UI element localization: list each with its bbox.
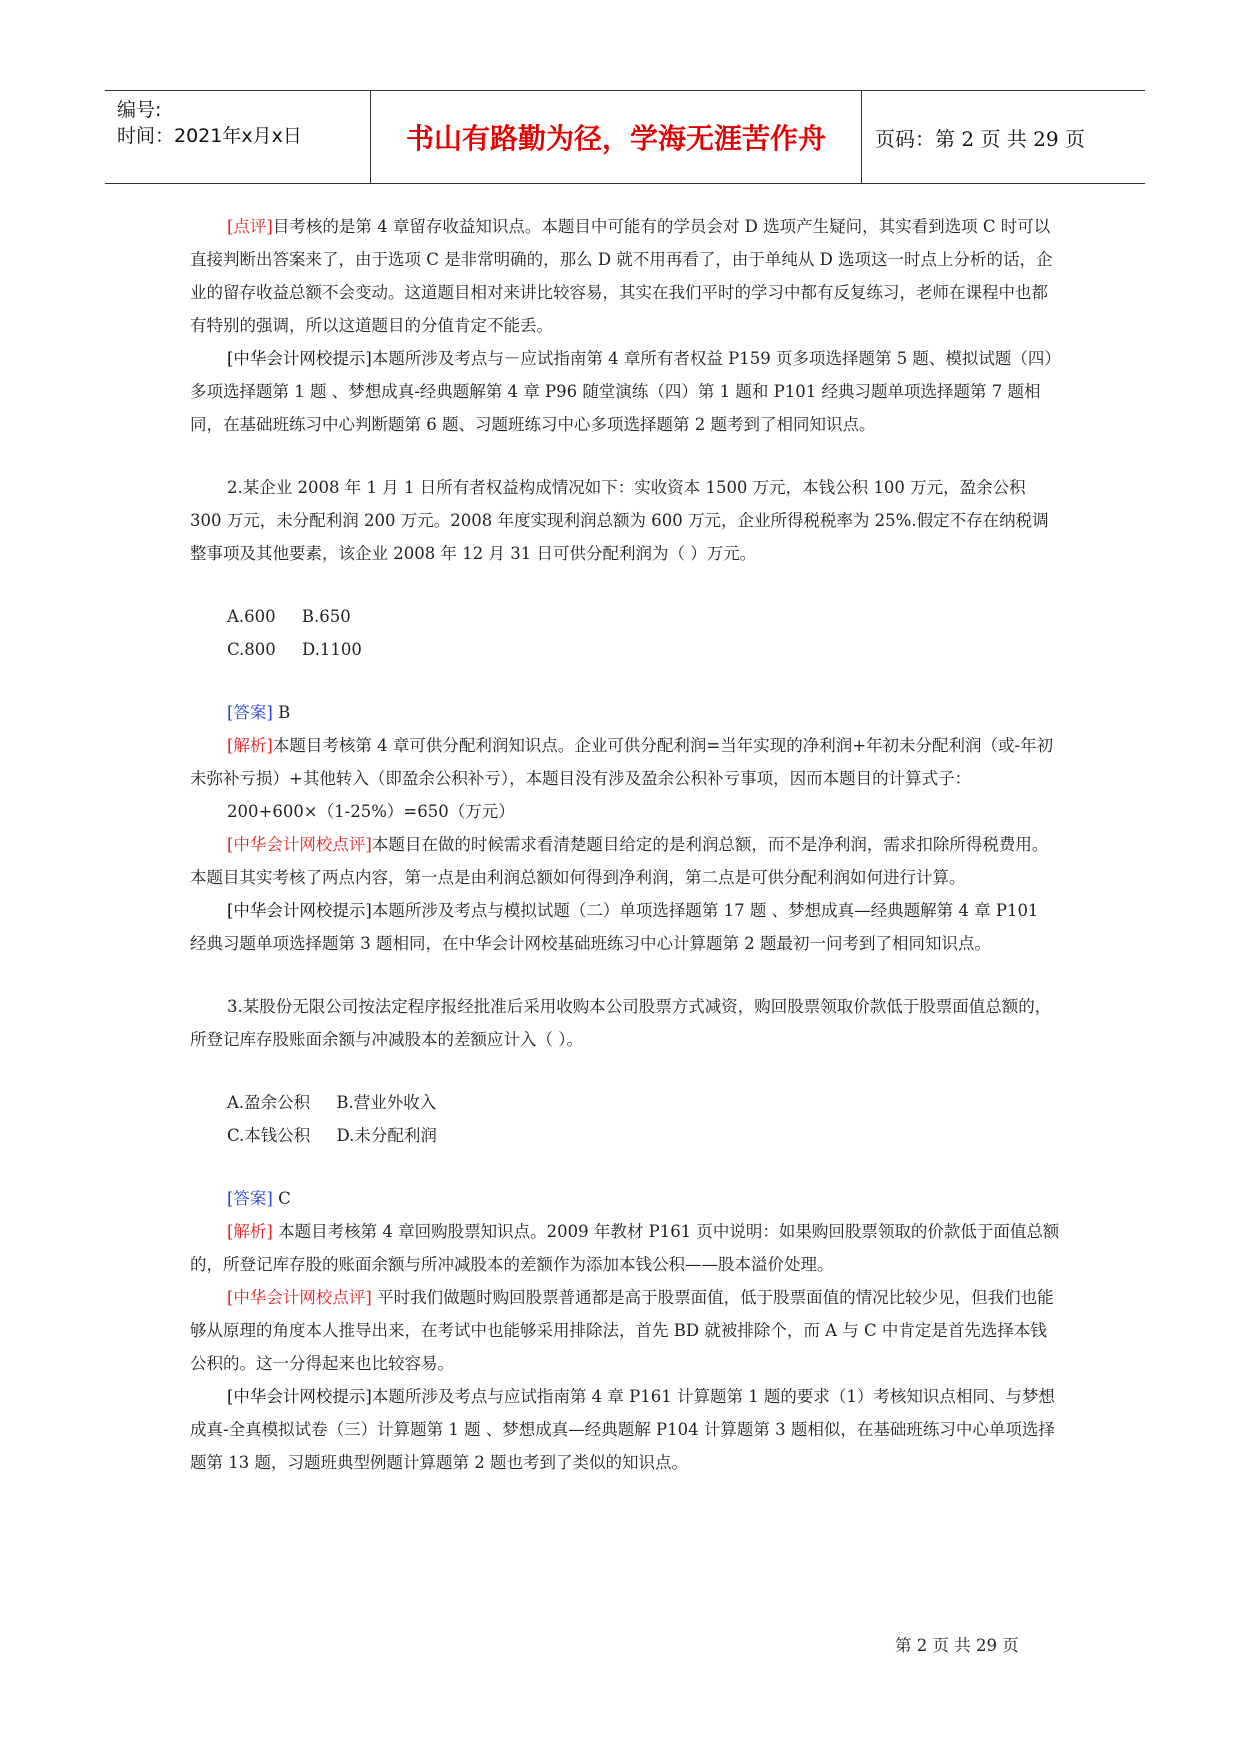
tip-tag: [中华会计网校提示] [227, 349, 372, 368]
review-tag: [中华会计网校点评] [227, 835, 372, 854]
review-text: 目考核的是第 4 章留存收益知识点。本题目中可能有的学员会对 D 选项产生疑问，其实看到选项 C 时可以直接判断出答案来了，由于选项 C 是非常明确的，那么 D 就不用再看了，由于单纯从 D 选项这一时点上分析的话，企业的留存收益总额不会变动。这道题目相对来讲比较容易，其实在我们平时的学习中都有反复练习，老师在课程中也都有特别的强调，所以这道题目的分值肯定不能丢。 [190, 217, 1053, 335]
review-text: 平时我们做题时购回股票普通都是高于股票面值，低于股票面值的情况比较少见，但我们也能够从原理的角度本人推导出来，在考试中也能够采用排除法，首先 BD 就被排除个，而 A 与 C 中肯定是首先选择本钱公积的。这一分得起来也比较容易。 [190, 1288, 1054, 1373]
answer-tag: [答案] [227, 703, 273, 722]
review-tag: [中华会计网校点评] [227, 1288, 372, 1307]
q2-stem: 2.某企业 2008 年 1 月 1 日所有者权益构成情况如下：实收资本 1500 万元，本钱公积 100 万元，盈余公积 300 万元，未分配利润 200 万元。2008 年度实现利润总额为 600 万元，企业所得税税率为 25%.假定不存在纳税调整事项及其他要素，该企业 2008 年 12 月 31 日可供分配利润为（ ）万元。 [190, 478, 1049, 563]
tip-text: 本题所涉及考点与－应试指南第 4 章所有者权益 P159 页多项选择题第 5 题、模拟试题（四）多项选择题第 1 题 、梦想成真-经典题解第 4 章 P96 随堂演练（四）第 1 题和 P101 经典习题单项选择题第 7 题相同，在基础班练习中心判断题第 6 题、习题班练习中心多项选择题第 2 题考到了相同知识点。 [190, 349, 1053, 434]
q1-tip-paragraph [190, 342, 1060, 441]
review-text: 本题目在做的时候需求看清楚题目给定的是利润总额，而不是净利润，需求扣除所得税费用。本题目其实考核了两点内容，第一点是由利润总额如何得到净利润，第二点是可供分配利润如何进行计算。 [190, 835, 1049, 887]
q2-options-row-2: C.800 D.1100 [227, 640, 362, 659]
q3-review [190, 1281, 1060, 1380]
analysis-tag: [解析] [227, 1222, 273, 1241]
tip-text: 本题所涉及考点与模拟试题（二）单项选择题第 17 题 、梦想成真—经典题解第 4 章 P101 经典习题单项选择题第 3 题相同，在中华会计网校基础班练习中心计算题第 2 题最初一问考到了相同知识点。 [190, 901, 1039, 953]
code-label: 编号: [117, 99, 162, 121]
analysis-text: 本题目考核第 4 章可供分配利润知识点。企业可供分配利润=当年实现的净利润+年初未分配利润（或-年初未弥补亏损）+其他转入（即盈余公积补亏），本题目没有涉及盈余公积补亏事项，因而本题目的计算式子： [190, 736, 1054, 788]
tip-text: 本题所涉及考点与应试指南第 4 章 P161 计算题第 1 题的要求（1）考核知识点相同、与梦想成真-全真模拟试卷（三）计算题第 1 题 、梦想成真—经典题解 P104 计算题第 3 题相似，在基础班练习中心单项选择题第 13 题，习题班典型例题计算题第 2 题也考到了类似的知识点。 [190, 1387, 1055, 1472]
q3-options-row-1: A.盈余公积 B.营业外收入 [227, 1093, 437, 1112]
analysis-text: 本题目考核第 4 章回购股票知识点。2009 年教材 P161 页中说明：如果购回股票领取的价款低于面值总额的，所登记库存股的账面余额与所冲减股本的差额作为添加本钱公积——股本溢价处理。 [190, 1222, 1060, 1274]
q3-analysis [190, 1215, 1060, 1281]
header-divider [861, 91, 862, 183]
answer-tag: [答案] [227, 1189, 273, 1208]
analysis-tag: [解析] [227, 736, 273, 755]
q3-stem: 3.某股份无限公司按法定程序报经批准后采用收购本公司股票方式减资，购回股票领取价款低于股票面值总额的，所登记库存股账面余额与冲减股本的差额应计入（ ）。 [190, 997, 1052, 1049]
tip-tag: [中华会计网校提示] [227, 1387, 372, 1406]
tip-tag: [中华会计网校提示] [227, 901, 372, 920]
q2-answer [190, 696, 1060, 729]
answer-value: B [272, 703, 291, 722]
q2-analysis [190, 729, 1060, 795]
q2-options-row-1: A.600 B.650 [227, 607, 351, 626]
q2-formula: 200+600×（1-25%）=650（万元） [227, 802, 515, 821]
time-label: 时间：2021年x月x日 [117, 125, 302, 147]
q3-tip [190, 1380, 1060, 1479]
header-page-number: 页码：第 2 页 共 29 页 [875, 126, 1085, 151]
q1-review-paragraph [190, 210, 1060, 342]
answer-value: C [272, 1189, 291, 1208]
q2-tip [190, 894, 1060, 960]
page-header [105, 90, 1145, 184]
q3-answer [190, 1182, 1060, 1215]
header-motto: 书山有路勤为径，学海无涯苦作舟 [405, 122, 826, 155]
page-footer: 第 2 页 共 29 页 [895, 1636, 1019, 1655]
q2-review [190, 828, 1060, 894]
review-tag: [点评] [227, 217, 273, 236]
q3-options-row-2: C.本钱公积 D.未分配利润 [227, 1126, 437, 1145]
document-body [190, 210, 1060, 1479]
header-meta [117, 91, 367, 183]
